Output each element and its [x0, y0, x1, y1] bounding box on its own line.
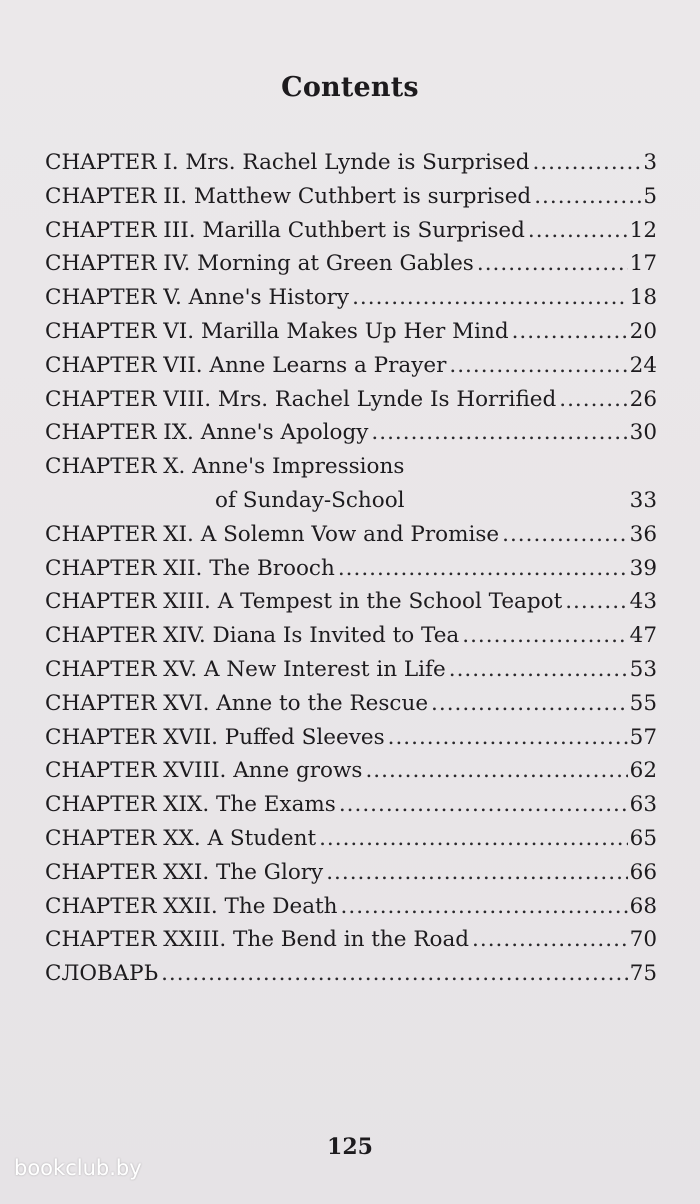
dot-leader: [431, 687, 628, 721]
toc-entry-page: 17: [629, 251, 657, 277]
toc-entry-page: 43: [629, 589, 657, 615]
toc-entry-page: 66: [629, 859, 657, 885]
toc-entry: [45, 315, 657, 349]
toc-entry-label: CHAPTER XIII. A Tempest in the School Teapot: [45, 589, 563, 615]
toc-entry-page: 55: [629, 690, 657, 716]
toc-entry-label: CHAPTER XIV. Diana Is Invited to Tea: [45, 623, 460, 649]
toc-entry: [45, 721, 657, 755]
page-title: Contents: [281, 72, 419, 103]
toc-entry-label: CHAPTER I. Mrs. Rachel Lynde is Surprised: [45, 150, 530, 175]
toc-entry: [45, 653, 657, 687]
dot-leader: [449, 653, 628, 687]
dot-leader: [388, 721, 628, 755]
toc-entry-label: CHAPTER XI. A Solemn Vow and Promise: [45, 521, 500, 547]
toc-entry-label: CHAPTER V. Anne's History: [45, 285, 350, 311]
toc-entry: [45, 788, 657, 822]
toc-entry-page: 70: [629, 927, 657, 953]
toc-entry-page: 3: [643, 150, 657, 175]
toc-entry-label: CHAPTER XVIII. Anne grows: [45, 758, 363, 784]
toc-entry: [45, 180, 657, 214]
toc-entry-label: CHAPTER XV. A New Interest in Life: [45, 656, 446, 682]
dot-leader: [161, 957, 628, 991]
toc-entry: [45, 957, 657, 991]
dot-leader: [532, 146, 641, 180]
toc-entry-page: 47: [629, 623, 657, 649]
watermark: bookclub.by: [14, 1156, 142, 1180]
toc-entry: [45, 754, 657, 788]
toc-entry: [45, 247, 657, 281]
toc-entry: [45, 383, 657, 417]
toc-entry: [45, 146, 657, 180]
toc-entry: [45, 822, 657, 856]
dot-leader: [559, 383, 627, 417]
toc-entry-label: CHAPTER XVII. Puffed Sleeves: [45, 724, 385, 750]
toc-entry: [45, 349, 657, 383]
toc-entry-label: CHAPTER X. Anne's Impressions: [45, 454, 405, 480]
dot-leader: [352, 281, 628, 315]
toc-entry-page: 39: [629, 555, 657, 581]
dot-leader: [462, 619, 627, 653]
toc-entry-label: CHAPTER XX. A Student: [45, 825, 317, 851]
dot-leader: [319, 822, 628, 856]
toc-entry-label: CHAPTER III. Marilla Cuthbert is Surprised: [45, 217, 525, 243]
toc-entry-page: 75: [629, 961, 657, 987]
toc-entry-label: CHAPTER XXI. The Glory: [45, 859, 324, 885]
toc-entry-page: 65: [629, 825, 657, 851]
toc-entry: [45, 687, 657, 721]
toc-entry: [45, 923, 657, 957]
toc-entry: [45, 214, 657, 248]
toc-entry-label: CHAPTER VIII. Mrs. Rachel Lynde Is Horrified: [45, 386, 557, 412]
toc-entry-page: 26: [629, 386, 657, 412]
dot-leader: [371, 416, 627, 450]
toc-entry-page: 57: [629, 724, 657, 750]
dot-leader: [512, 315, 628, 349]
toc-entry-label: CHAPTER IV. Morning at Green Gables: [45, 251, 474, 277]
toc-entry-page: 53: [629, 656, 657, 682]
toc-entry: [45, 450, 657, 518]
toc-entry-page: 63: [629, 792, 657, 818]
dot-leader: [339, 788, 628, 822]
toc-entry-label: CHAPTER VI. Marilla Makes Up Her Mind: [45, 318, 509, 344]
toc-entry-page: 12: [629, 217, 657, 243]
toc-entry-label: СЛОВАРЬ: [45, 961, 159, 987]
toc-entry-page: 30: [629, 420, 657, 446]
toc-entry: [45, 890, 657, 924]
toc-entry-label: CHAPTER XIX. The Exams: [45, 792, 336, 818]
toc-entry: [45, 619, 657, 653]
toc-entry: [45, 416, 657, 450]
toc-entry-page: 68: [629, 893, 657, 919]
toc-entry: [45, 585, 657, 619]
dot-leader: [341, 890, 628, 924]
table-of-contents: [45, 146, 657, 991]
dot-leader: [534, 180, 641, 214]
dot-leader: [338, 552, 628, 586]
toc-entry-label: CHAPTER II. Matthew Cuthbert is surprised: [45, 183, 532, 209]
toc-entry-page: 5: [643, 183, 657, 209]
toc-entry-label: CHAPTER VII. Anne Learns a Prayer: [45, 352, 447, 378]
toc-entry: [45, 281, 657, 315]
toc-entry-label: CHAPTER XVI. Anne to the Rescue: [45, 690, 429, 716]
dot-leader: [565, 585, 627, 619]
toc-entry-page: 36: [629, 521, 657, 547]
toc-entry-label: CHAPTER XXII. The Death: [45, 893, 338, 919]
dot-leader: [502, 518, 628, 552]
toc-entry: [45, 552, 657, 586]
dot-leader: [528, 214, 628, 248]
toc-entry-page: 62: [629, 758, 657, 784]
toc-entry-label: CHAPTER IX. Anne's Apology: [45, 420, 369, 446]
toc-entry-page: 20: [629, 318, 657, 344]
dot-leader: [326, 856, 627, 890]
toc-entry-label-continued: of Sunday-School: [215, 487, 405, 513]
dot-leader: [365, 754, 627, 788]
toc-entry-label: CHAPTER XII. The Brooch: [45, 555, 335, 581]
toc-entry: [45, 518, 657, 552]
toc-entry-page: 18: [629, 285, 657, 311]
toc-entry-page: 33: [629, 487, 657, 513]
dot-leader: [449, 349, 627, 383]
toc-entry: [45, 856, 657, 890]
dot-leader: [477, 247, 628, 281]
page-number: 125: [327, 1134, 373, 1160]
toc-entry-label: CHAPTER XXIII. The Bend in the Road: [45, 927, 470, 953]
toc-entry-page: 24: [629, 352, 657, 378]
dot-leader: [472, 923, 628, 957]
